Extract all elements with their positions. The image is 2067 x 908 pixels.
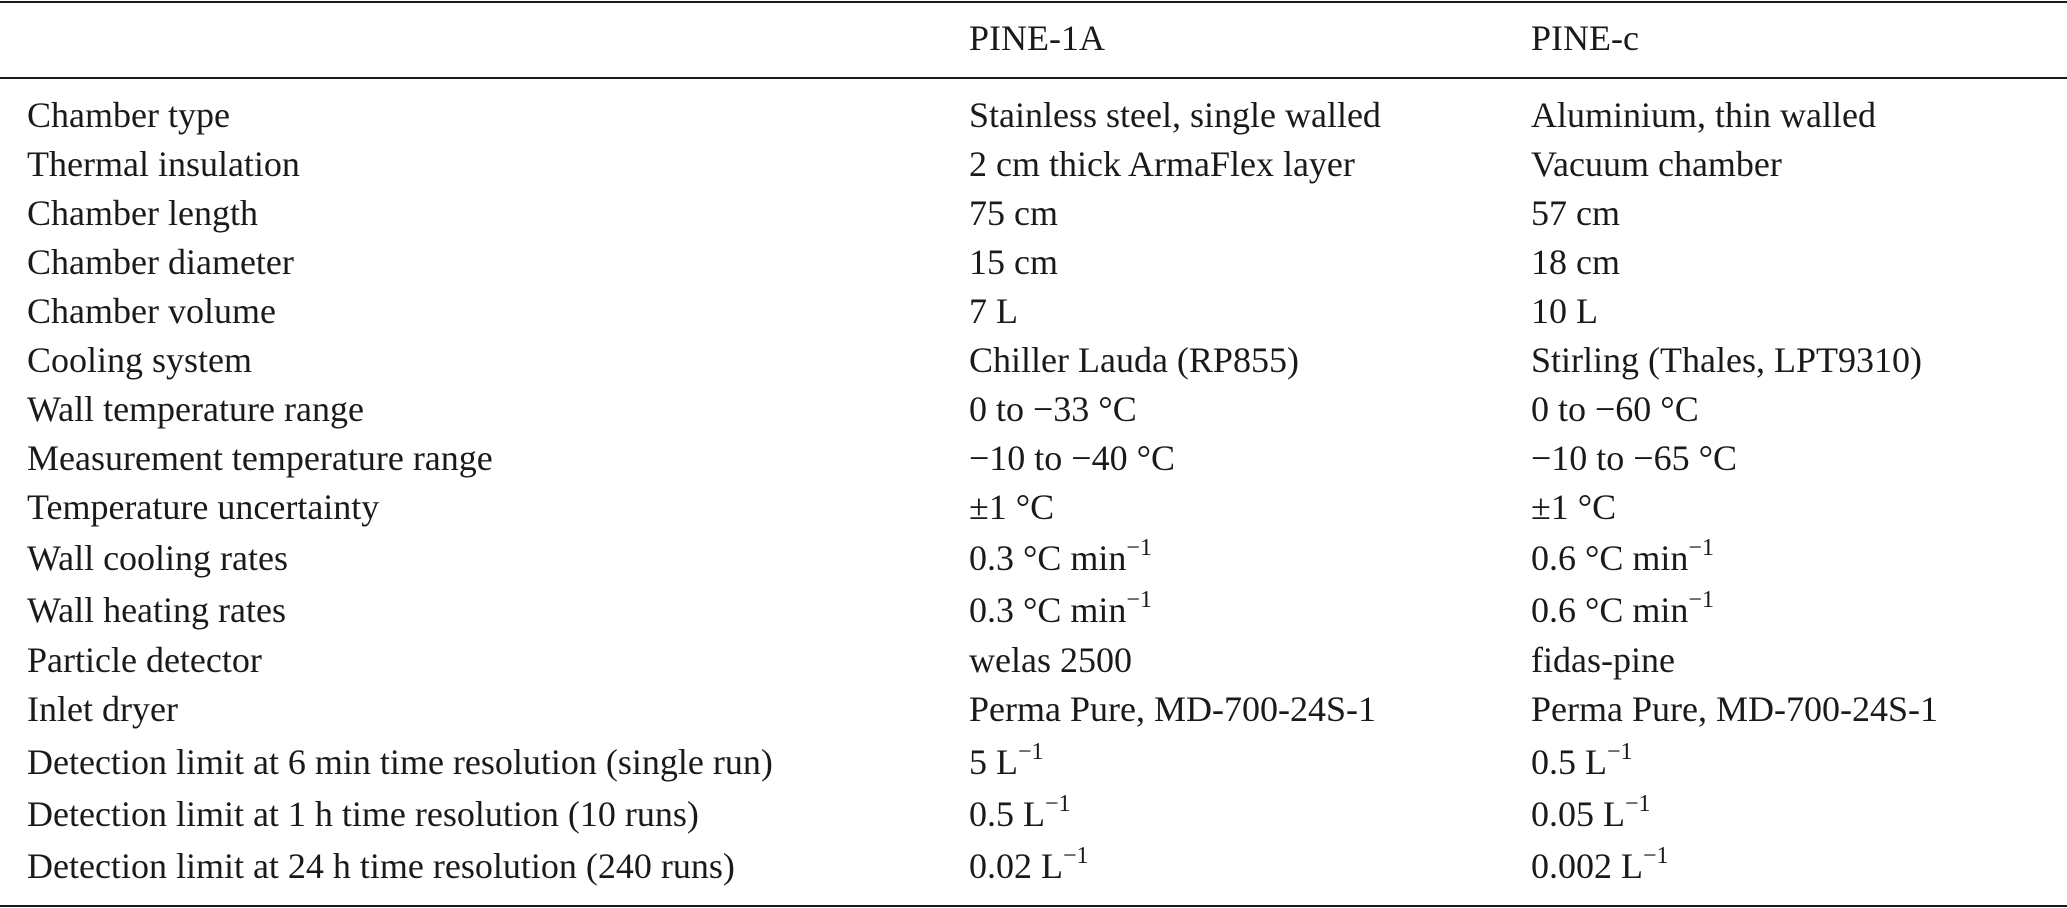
pine-c-value: 0 to −60 °C <box>1531 389 1699 429</box>
pine-1a-value: 75 cm <box>969 193 1058 233</box>
pine-c-exponent: −1 <box>1643 843 1669 869</box>
table-row <box>0 144 2067 184</box>
row-label: Wall temperature range <box>27 389 364 429</box>
pine-1a-value: 7 L <box>969 291 1018 331</box>
pine-c-value: ±1 °C <box>1531 487 1617 527</box>
row-label: Wall cooling rates <box>27 538 289 578</box>
table-row <box>0 739 2067 782</box>
pine-c-value-text: 0.6 °C min <box>1531 538 1689 578</box>
table-row <box>0 640 2067 680</box>
pine-c-value: 10 L <box>1531 291 1598 331</box>
table-row <box>0 689 2067 729</box>
pine-1a-value: Chiller Lauda (RP855) <box>969 340 1299 380</box>
table-row <box>0 242 2067 282</box>
pine-c-exponent: −1 <box>1607 739 1633 765</box>
pine-c-value: 18 cm <box>1531 242 1620 282</box>
pine-1a-value <box>969 791 1071 834</box>
pine-c-value <box>1531 843 1669 886</box>
row-label: Thermal insulation <box>27 144 300 184</box>
pine-c-exponent: −1 <box>1625 791 1651 817</box>
row-label: Detection limit at 6 min time resolution (single run) <box>27 742 773 782</box>
pine-c-exponent: −1 <box>1688 587 1714 613</box>
table-row <box>0 291 2067 331</box>
table-header-row <box>0 18 2067 58</box>
table-row <box>0 535 2067 578</box>
pine-c-value: fidas-pine <box>1531 640 1675 680</box>
header-pine-1a: PINE-1A <box>969 18 1105 58</box>
pine-1a-value-text: 0.02 L <box>969 846 1063 886</box>
pine-c-value: 57 cm <box>1531 193 1620 233</box>
pine-1a-value: −10 to −40 °C <box>969 438 1176 478</box>
table-row <box>0 487 2067 527</box>
pine-1a-value: Perma Pure, MD-700-24S-1 <box>969 689 1376 729</box>
row-label: Inlet dryer <box>27 689 178 729</box>
pine-c-value-text: 0.05 L <box>1531 794 1625 834</box>
pine-1a-exponent: −1 <box>1063 843 1089 869</box>
pine-c-value <box>1531 587 1714 630</box>
bottom-rule <box>0 905 2067 907</box>
pine-1a-value: 2 cm thick ArmaFlex layer <box>969 144 1355 184</box>
row-label: Particle detector <box>27 640 262 680</box>
pine-c-value: Perma Pure, MD-700-24S-1 <box>1531 689 1938 729</box>
table-row <box>0 340 2067 380</box>
header-rule <box>0 77 2067 79</box>
table-row <box>0 193 2067 233</box>
pine-1a-value <box>969 843 1089 886</box>
table-row <box>0 95 2067 135</box>
pine-1a-value: 15 cm <box>969 242 1058 282</box>
row-label: Detection limit at 24 h time resolution (240 runs) <box>27 846 735 886</box>
pine-1a-value: Stainless steel, single walled <box>969 95 1381 135</box>
table-row <box>0 389 2067 429</box>
pine-1a-value-text: 5 L <box>969 742 1018 782</box>
pine-c-value-text: 0.002 L <box>1531 846 1643 886</box>
pine-1a-value <box>969 535 1152 578</box>
pine-1a-exponent: −1 <box>1018 739 1044 765</box>
row-label: Temperature uncertainty <box>27 487 380 527</box>
pine-1a-value: 0 to −33 °C <box>969 389 1137 429</box>
pine-1a-value: welas 2500 <box>969 640 1132 680</box>
header-pine-c: PINE-c <box>1531 18 1639 58</box>
top-rule <box>0 1 2067 3</box>
pine-c-exponent: −1 <box>1688 535 1714 561</box>
pine-1a-value: ±1 °C <box>969 487 1055 527</box>
pine-1a-value-text: 0.3 °C min <box>969 590 1127 630</box>
pine-1a-exponent: −1 <box>1126 587 1152 613</box>
table-row <box>0 843 2067 886</box>
row-label: Cooling system <box>27 340 253 380</box>
row-label: Detection limit at 1 h time resolution (10 runs) <box>27 794 699 834</box>
pine-1a-exponent: −1 <box>1126 535 1152 561</box>
table-row <box>0 587 2067 630</box>
row-label: Chamber diameter <box>27 242 294 282</box>
pine-1a-value <box>969 587 1152 630</box>
pine-1a-value-text: 0.5 L <box>969 794 1045 834</box>
pine-c-value <box>1531 791 1651 834</box>
pine-c-value <box>1531 535 1714 578</box>
row-label: Chamber length <box>27 193 258 233</box>
pine-c-value: −10 to −65 °C <box>1531 438 1738 478</box>
pine-1a-exponent: −1 <box>1045 791 1071 817</box>
pine-1a-value-text: 0.3 °C min <box>969 538 1127 578</box>
table-row <box>0 438 2067 478</box>
pine-c-value: Stirling (Thales, LPT9310) <box>1531 340 1922 380</box>
row-label: Wall heating rates <box>27 590 286 630</box>
row-label: Chamber type <box>27 95 230 135</box>
pine-c-value-text: 0.5 L <box>1531 742 1607 782</box>
pine-c-value: Vacuum chamber <box>1531 144 1782 184</box>
pine-c-value <box>1531 739 1633 782</box>
pine-c-value-text: 0.6 °C min <box>1531 590 1689 630</box>
table-row <box>0 791 2067 834</box>
pine-c-value: Aluminium, thin walled <box>1531 95 1876 135</box>
row-label: Chamber volume <box>27 291 276 331</box>
row-label: Measurement temperature range <box>27 438 493 478</box>
pine-1a-value <box>969 739 1044 782</box>
